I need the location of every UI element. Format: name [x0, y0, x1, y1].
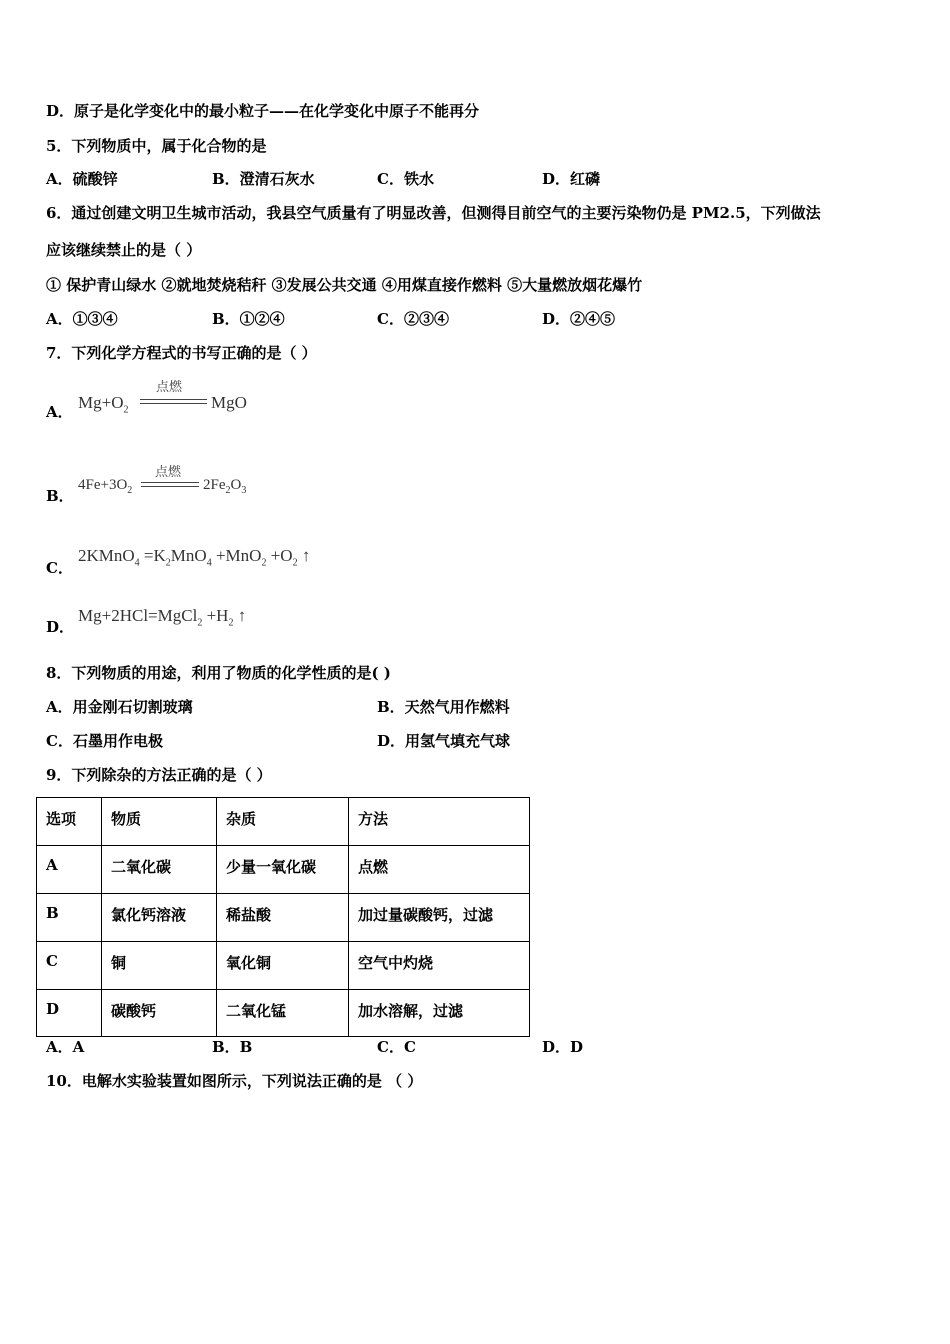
table-cell: 加水溶解，过滤 — [349, 990, 530, 1037]
table-cell: 碳酸钙 — [102, 990, 217, 1037]
table-row — [37, 846, 530, 894]
q8-stem: 8．下列物质的用途，利用了物质的化学性质的是( ) — [46, 664, 391, 682]
q6-option-c: C．②③④ — [377, 310, 449, 328]
table-cell: 二氧化锰 — [217, 990, 349, 1037]
table-cell: A — [37, 846, 102, 894]
table-cell: C — [37, 942, 102, 990]
q9-option-d: D．D — [542, 1038, 584, 1056]
table-cell: D — [37, 990, 102, 1037]
q6-option-b: B．①②④ — [212, 310, 285, 328]
q10-stem: 10．电解水实验装置如图所示，下列说法正确的是 （ ） — [46, 1072, 423, 1090]
table-header-row — [37, 798, 530, 846]
table-row — [37, 942, 530, 990]
q8-option-b: B．天然气用作燃料 — [377, 698, 510, 716]
table-row — [37, 990, 530, 1037]
q7-option-d-equation: Mg+2HCl=MgCl$_2$ $+H_2$ ↑ — [78, 606, 247, 629]
table-row — [37, 894, 530, 942]
table-cell: B — [37, 894, 102, 942]
q7-option-a-label: A． — [46, 403, 73, 421]
q6-option-a: A．①③④ — [46, 310, 118, 328]
table-header-cell: 选项 — [37, 798, 102, 846]
q7-option-a-equals-sign — [140, 399, 207, 404]
q7-option-b-rhs: $2Fe_2O_3$ — [203, 477, 247, 496]
q9-option-c: C．C — [377, 1038, 416, 1056]
q7-option-a-lhs: $Mg+O_2$ — [78, 393, 129, 416]
q5-stem: 5．下列物质中，属于化合物的是 — [46, 137, 267, 155]
table-cell: 点燃 — [349, 846, 530, 894]
q5-option-d: D．红磷 — [542, 170, 601, 188]
q6-stem-line2: 应该继续禁止的是（ ） — [46, 241, 202, 259]
q5-option-c: C．铁水 — [377, 170, 434, 188]
q5-option-a: A．硫酸锌 — [46, 170, 118, 188]
q9-stem: 9．下列除杂的方法正确的是（ ） — [46, 766, 272, 784]
q7-option-d-label: D． — [46, 618, 75, 636]
q5-option-b: B．澄清石灰水 — [212, 170, 315, 188]
table-cell: 空气中灼烧 — [349, 942, 530, 990]
q7-option-b-condition: 点燃 — [155, 465, 182, 480]
q8-option-a: A．用金刚石切割玻璃 — [46, 698, 193, 716]
q6-choices: ① 保护青山绿水 ②就地焚烧秸秆 ③发展公共交通 ④用煤直接作燃料 ⑤大量燃放烟花爆竹 — [46, 276, 643, 294]
q9-option-a: A．A — [46, 1038, 85, 1056]
table-cell: 氧化铜 — [217, 942, 349, 990]
table-header-cell: 杂质 — [217, 798, 349, 846]
q7-option-b-lhs: $4Fe+3O_2$ — [78, 477, 133, 496]
q8-option-c: C．石墨用作电极 — [46, 732, 163, 750]
q6-stem-line1: 6．通过创建文明卫生城市活动，我县空气质量有了明显改善，但测得目前空气的主要污染物仍是 PM2.5，下列做法 — [46, 204, 821, 222]
q9-table — [36, 797, 530, 1037]
table-header-cell: 物质 — [102, 798, 217, 846]
q7-option-c-label: C． — [46, 559, 73, 577]
table-cell: 铜 — [102, 942, 217, 990]
q9-option-b: B．B — [212, 1038, 253, 1056]
q7-option-c-equation: 2KMnO$_4$ $=K_2MnO_4 +MnO_2 +O_2$ ↑ — [78, 546, 311, 569]
q7-option-a-rhs: MgO — [211, 393, 247, 412]
q7-option-b-equals-sign — [141, 482, 199, 487]
table-cell: 二氧化碳 — [102, 846, 217, 894]
q8-option-d: D．用氢气填充气球 — [377, 732, 511, 750]
q7-option-a-condition: 点燃 — [156, 380, 183, 395]
q4-option-d: D．原子是化学变化中的最小粒子——在化学变化中原子不能再分 — [46, 102, 480, 120]
table-cell: 少量一氧化碳 — [217, 846, 349, 894]
table-header-cell: 方法 — [349, 798, 530, 846]
q7-option-b-label: B． — [46, 487, 74, 505]
q7-stem: 7．下列化学方程式的书写正确的是（ ） — [46, 344, 317, 362]
table-cell: 氯化钙溶液 — [102, 894, 217, 942]
q6-option-d: D．②④⑤ — [542, 310, 616, 328]
table-cell: 加过量碳酸钙，过滤 — [349, 894, 530, 942]
table-cell: 稀盐酸 — [217, 894, 349, 942]
